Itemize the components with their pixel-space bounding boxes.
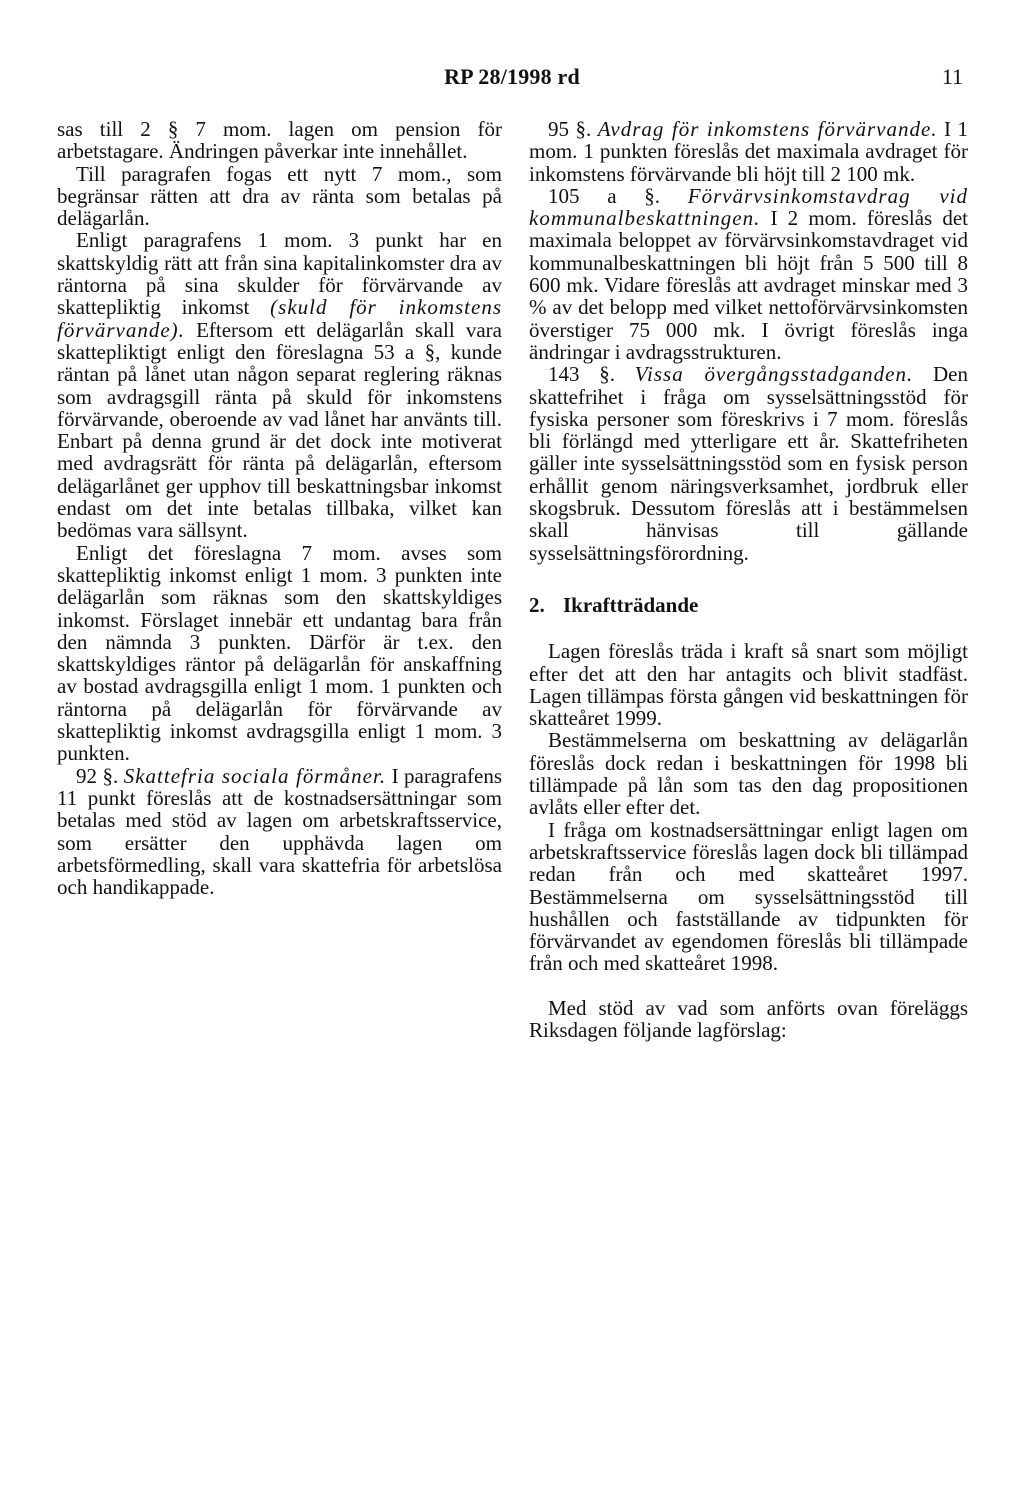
paragraph: I fråga om kostnadsersättningar enligt lagen om arbetskraftsservice föreslås lagen dock bli tillämpad redan från och med skatteåret 1997. Bestämmelserna om sysselsättningsstöd till hushållen och fastställande av tidpunkten för förvärvandet av egendomen föreslås bli tillämpade från och med skatteåret 1998. [529,817,968,976]
paragraph: Till paragrafen fogas ett nytt 7 mom., som begränsar rätten att dra av ränta som betalas på delägarlån. [57,161,502,231]
italic-heading: Vissa övergångsstadganden. [634,362,914,387]
paragraph-text: Eftersom ett delägarlån skall vara skattepliktigt enligt den föreslagna 53 a §, kunde räntan på lånet utan någon separat reglering räknas som avdragsgill ränta på skuld för inkomstens förvärvande, oberoende av vad lånet har använts till. Enbart på denna grund är det dock inte motiverat med avdragsrätt för ränta på delägarlån, eftersom delägarlånet ger upphov till beskattningsbar inkomst endast om det inte betalas tillbaka, vilket kan bedömas vara sällsynt. [57,317,502,543]
section-ref: 105 a §. [548,183,688,208]
document-title: RP 28/1998 rd [444,64,580,89]
paragraph [529,363,968,564]
page-number: 11 [941,64,963,89]
left-column [57,118,502,898]
section-ref: 95 §. [548,117,598,141]
paragraph: sas till 2 § 7 mom. lagen om pension för arbetstagare. Ändringen påverkar inte innehållet. [57,117,502,164]
paragraph [57,765,502,899]
paragraph-text: Enligt paragrafens 1 mom. 3 punkt har en skattskyldig rätt att från sina kapitalinkomster dra av räntorna på sina skulder för förvärvande av skattepliktig inkomst [57,228,502,320]
paragraph: Med stöd av vad som anförts ovan föreläggs Riksdagen följande lagförslag: [529,995,968,1042]
italic-heading: Avdrag för inkomstens förvärvande. [597,117,938,141]
paragraph-text: I 1 mom. 1 punkten föreslås det maximala avdraget för inkomstens förvärvande bli höjt till 2 100 mk. [529,117,968,186]
paragraph-text: Den skattefrihet i fråga om sysselsättningsstöd för fysiska personer som föreskrivs i 7 mom. föreslås bli förlängd med ytterligare ett år. Skattefriheten gäller inte sysselsättningsstöd som en fysisk person erhållit genom näringsverksamhet, jordbruk eller skogsbruk. Dessutom föreslås att i bestämmelsen skall hänvisas till gällande sysselsättningsförordning. [529,362,969,565]
italic-term: (skuld för inkomstens förvärvande). [57,295,502,342]
paragraph-text: I paragrafens 11 punkt föreslås att de kostnadsersättningar som betalas med stöd av lagen om arbetskraftsservice, som ersätter den upphävda lagen om arbetsförmedling, skall vara skattefria för arbetslösa och handikappade. [57,763,502,900]
paragraph-text: I 2 mom. föreslås det maximala beloppet av förvärvsinkomstavdraget vid kommunalbeskattningen bli höjt från 5 500 till 8 600 mk. Vidare föreslås att avdraget minskar med 3 % av det belopp med vilket nettoförvärvsinkomsten överstiger 75 000 mk. I övrigt föreslås inga ändringar i avdragsstrukturen. [529,206,968,364]
right-column [529,118,968,1041]
paragraph [529,185,968,363]
paragraph [529,118,968,185]
paragraph: Lagen föreslås träda i kraft så snart som möjligt efter det att den har antagits och blivit stadfäst. Lagen tillämpas första gången vid beskattningen för skatteåret 1999. [529,639,968,731]
section-heading [529,594,968,616]
page-header [0,64,1024,92]
section-title: Ikraftträdande [563,592,699,617]
paragraph [57,229,502,541]
paragraph: Enligt det föreslagna 7 mom. avses som skattepliktig inkomst enligt 1 mom. 3 punkten inte delägarlån som räknas som den skattskyldiges inkomst. Förslaget innebär ett undantag bara från den nämnda 3 punkten. Därför är t.ex. den skattskyldiges räntor på delägarlån för anskaffning av bostad avdragsgilla enligt 1 mom. 1 punkten och räntorna på delägarlån för förvärvande av skattepliktig inkomst avdragsgilla enligt 1 mom. 3 punkten. [57,540,502,766]
section-ref: 143 §. [548,362,635,387]
italic-heading: Förvärvsinkomstavdrag vid kommunalbeskattningen. [529,183,968,231]
italic-heading: Skattefria sociala förmåner. [123,763,387,788]
paragraph: Bestämmelserna om beskattning av delägarlån föreslås dock redan i beskattningen för 1998 bli tillämpade på lån som tas den dag propositionen avlåts eller efter det. [529,728,968,820]
section-number: 2. [529,592,545,617]
section-ref: 92 §. [76,763,124,788]
